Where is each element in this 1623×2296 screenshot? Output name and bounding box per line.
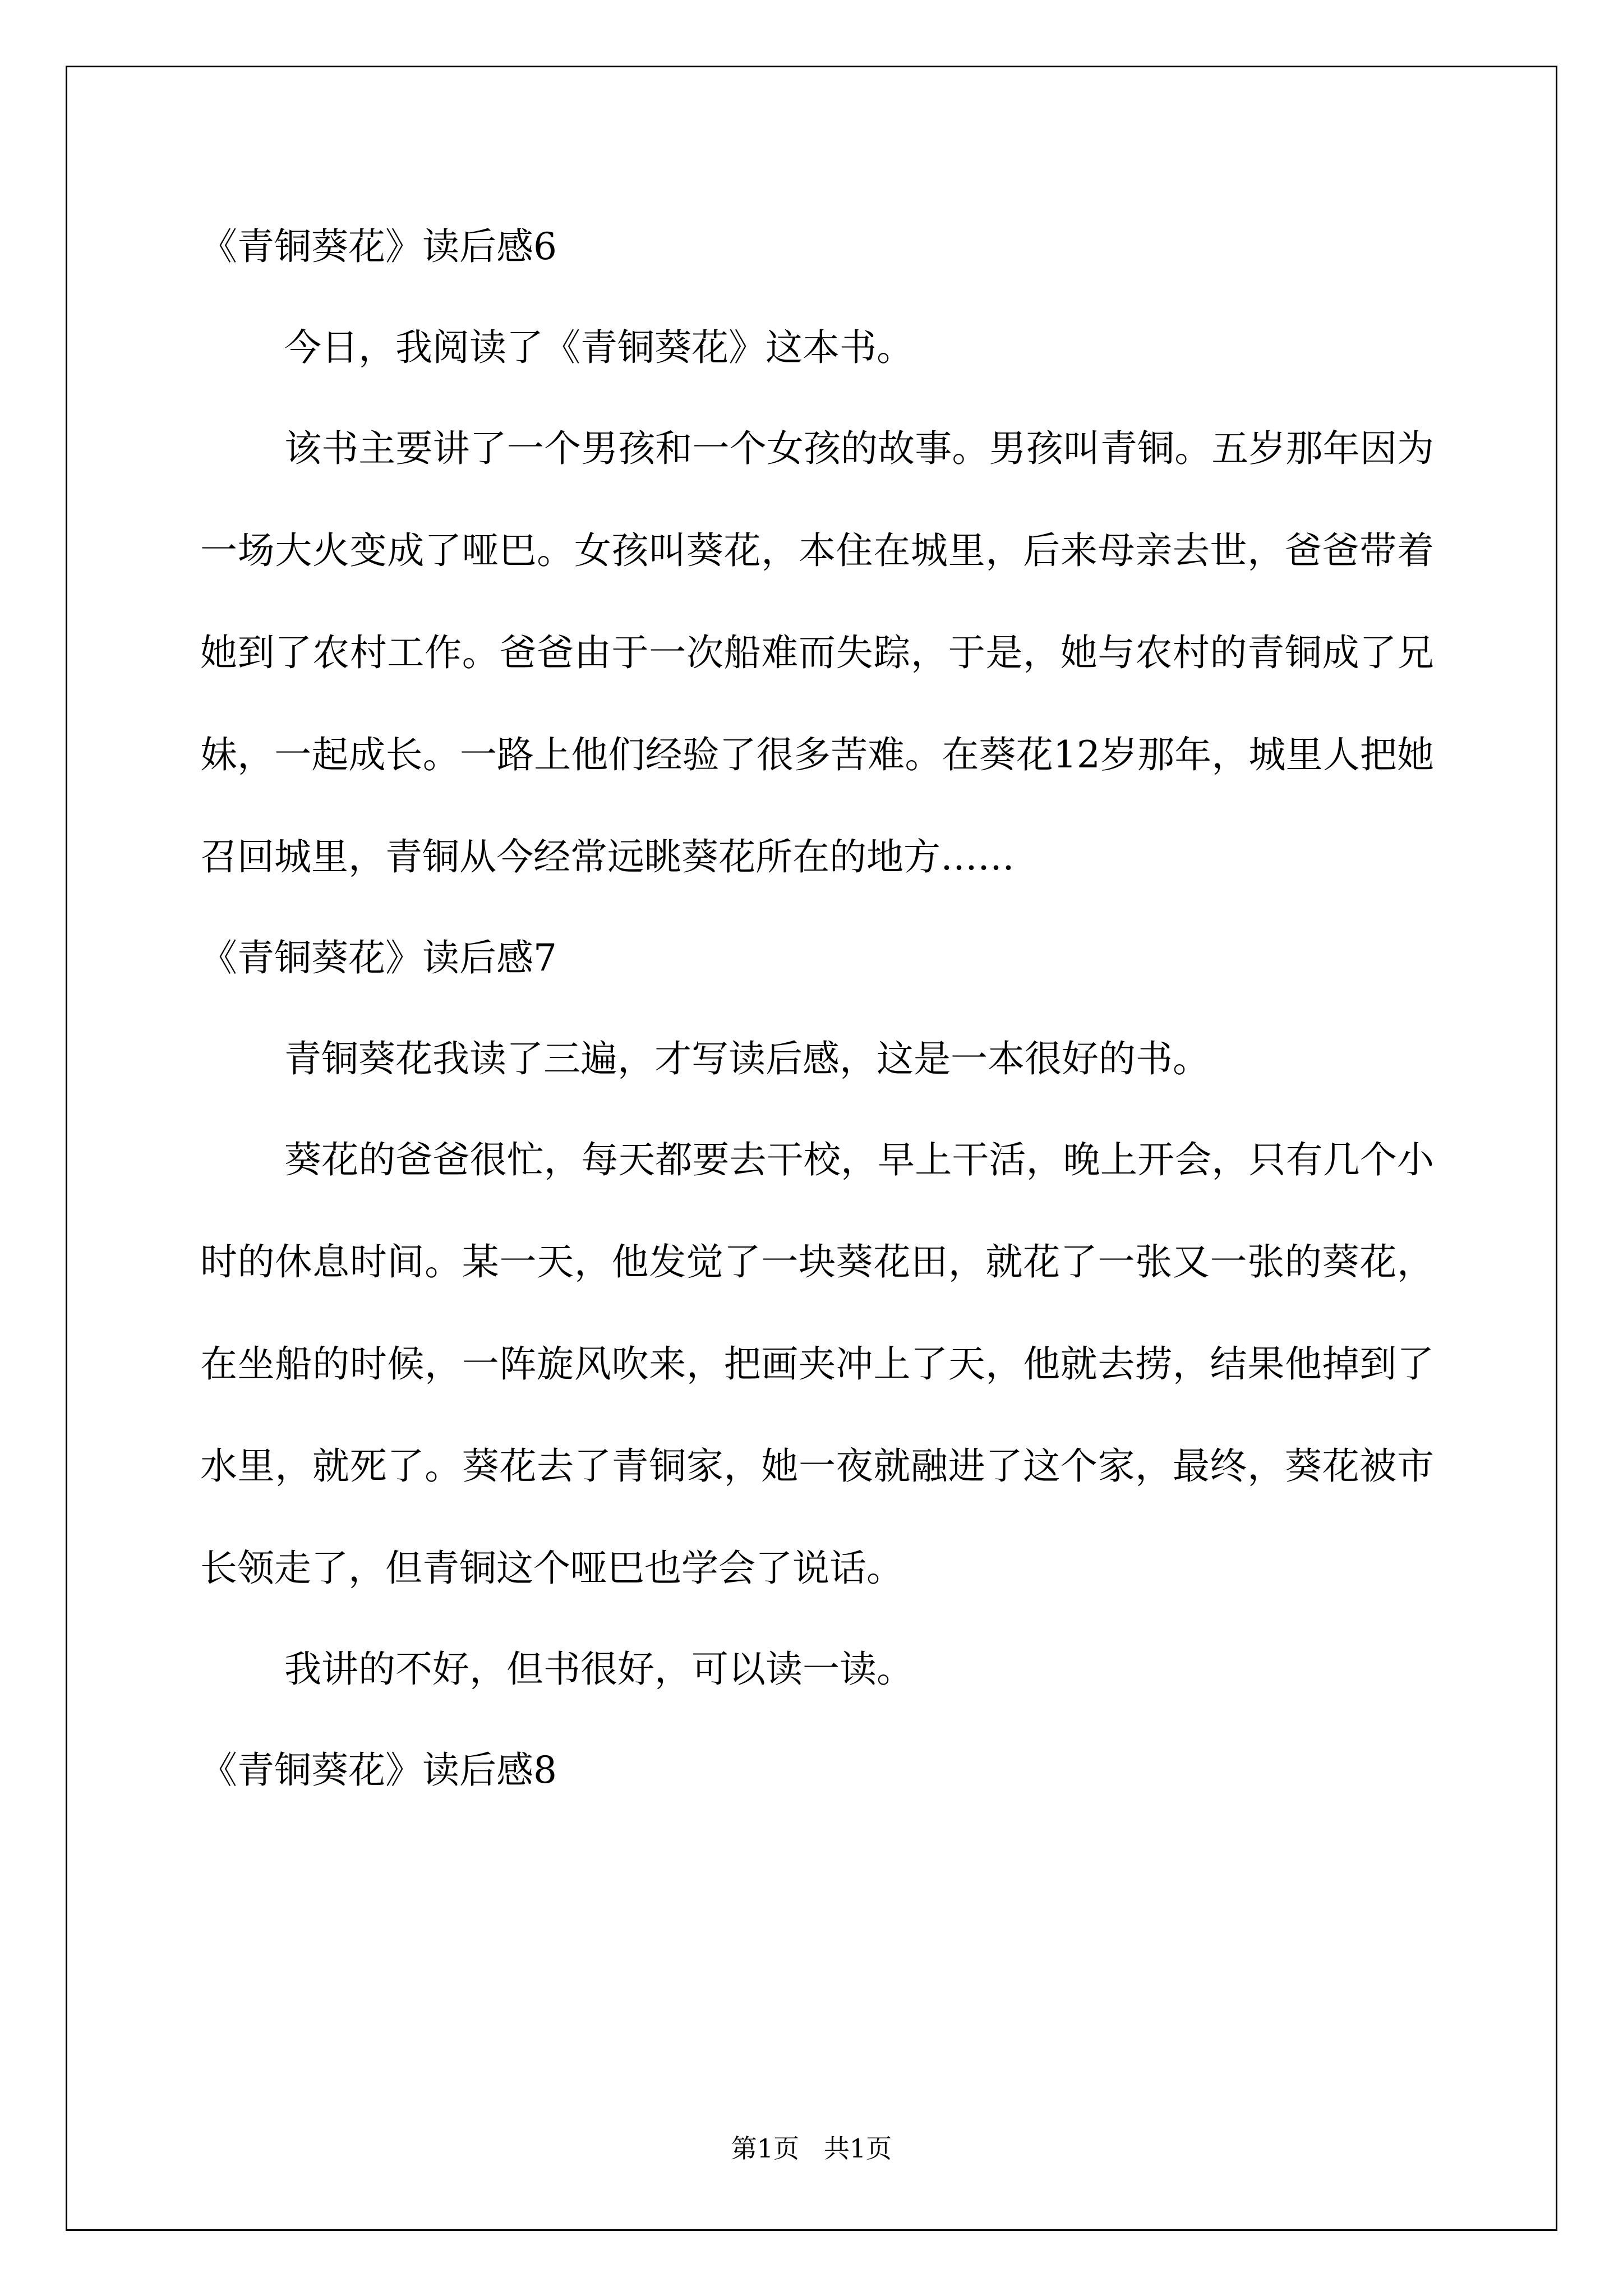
section-heading-7: 《青铜葵花》读后感7 bbox=[200, 936, 557, 979]
document-body bbox=[200, 222, 1434, 1846]
section-heading-6: 《青铜葵花》读后感6 bbox=[200, 225, 557, 268]
page-footer: 第1页 共1页 bbox=[731, 2133, 892, 2164]
paragraph: 我讲的不好，但书很好，可以读一读。 bbox=[284, 1648, 914, 1691]
paragraph: 该书主要讲了一个男孩和一个女孩的故事。男孩叫青铜。五岁那年因为一场大火变成了哑巴。女孩叫葵花，本住在城里，后来母亲去世，爸爸带着她到了农村工作。爸爸由于一次船难而失踪，于是，她与农村的青铜成了兄妹，一起成长。一路上他们经验了很多苦难。在葵花12岁那年，城里人把她召回城里，青铜从今经常远眺葵花所在的地方…… bbox=[200, 427, 1434, 878]
paragraph: 青铜葵花我读了三遍，才写读后感，这是一本很好的书。 bbox=[284, 1037, 1210, 1080]
paragraph: 葵花的爸爸很忙，每天都要去干校，早上干活，晚上开会，只有几个小时的休息时间。某一天，他发觉了一块葵花田，就花了一张又一张的葵花，在坐船的时候，一阵旋风吹来，把画夹冲上了天，他就去捞，结果他掉到了水里，就死了。葵花去了青铜家，她一夜就融进了这个家，最终，葵花被市长领走了，但青铜这个哑巴也学会了说话。 bbox=[200, 1138, 1434, 1590]
paragraph: 今日，我阅读了《青铜葵花》这本书。 bbox=[284, 326, 914, 369]
section-heading-8: 《青铜葵花》读后感8 bbox=[200, 1749, 557, 1792]
